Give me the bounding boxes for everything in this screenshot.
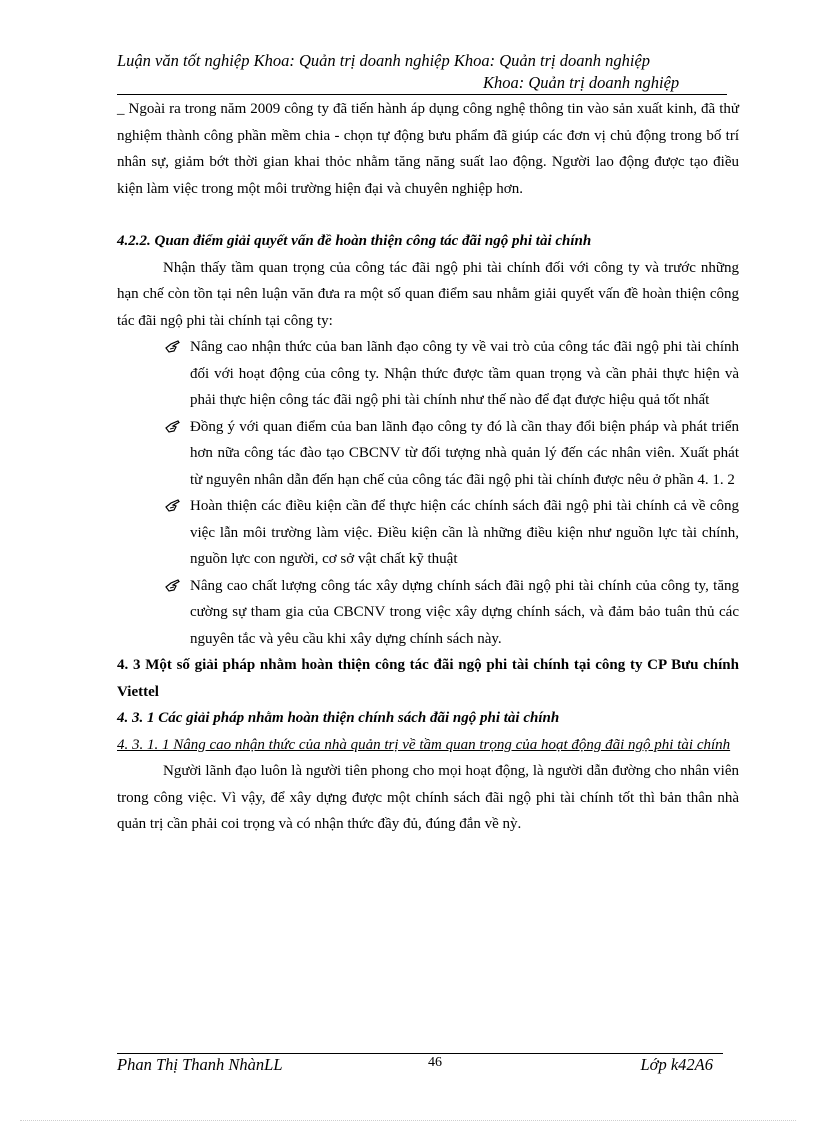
section-heading-4-2-2: 4.2.2. Quan điểm giải quyết vấn đề hoàn thiện công tác đãi ngộ phi tài chính <box>117 233 592 249</box>
writing-hand-icon <box>165 338 181 356</box>
footer-class: Lớp k42A6 <box>640 1055 713 1074</box>
writing-hand-icon <box>165 418 181 436</box>
intro-paragraph: _ Ngoài ra trong năm 2009 công ty đã tiến hành áp dụng công nghệ thông tin vào sản xuất kinh, đã thử nghiệm thành công phần mềm chia - chọn tự động bưu phẩm đã giúp các đơn vị chủ động trong bố trí nhân sự, giảm bớt thời gian khai thỏc nhằm tăng năng suất lao động. Người lao động được tạo điều kiện làm việc trong một môi trường hiện đại và chuyên nghiệp hơn. <box>117 101 739 197</box>
section-heading-4-3-1-1: 4. 3. 1. 1 Nâng cao nhận thức của nhà quản trị về tầm quan trọng của hoạt động đãi ngộ phi tài chính <box>117 736 731 753</box>
writing-hand-icon <box>165 497 181 515</box>
list-item <box>190 493 739 573</box>
list-item-text: Nâng cao chất lượng công tác xây dựng chính sách đãi ngộ phi tài chính của công ty, tăng cường sự tham gia của CBCNV trong việc xây dựng chính sách, và đảm bảo tuân thủ các nguyên tắc và yêu cầu khi xây dựng chính sách này. <box>190 577 739 647</box>
header-line-2: Khoa: Quản trị doanh nghiệp <box>483 73 680 92</box>
page-number: 46 <box>428 1055 442 1070</box>
list-item <box>190 334 739 414</box>
section-heading-4-3: 4. 3 Một số giải pháp nhằm hoàn thiện công tác đãi ngộ phi tài chính tại công ty CP Bưu chính Viettel <box>117 657 739 700</box>
list-item-text: Nâng cao nhận thức của ban lãnh đạo công ty về vai trò của công tác đãi ngộ phi tài chính đối với hoạt động của công ty. Nhận thức được tầm quan trọng và cần phải thực hiện và phải thực hiện công tác đãi ngộ phi tài chính như thế nào để đạt được hiệu quả tốt nhất <box>190 339 739 408</box>
page-content <box>117 96 739 838</box>
header-line-1: Luận văn tốt nghiệp Khoa: Quản trị doanh nghiệp Khoa: Quản trị doanh nghiệp <box>117 51 651 70</box>
writing-hand-icon <box>165 577 181 595</box>
page-header <box>117 50 727 95</box>
section-paragraph-4-2-2: Nhận thấy tầm quan trọng của công tác đãi ngộ phi tài chính đối với công ty và trước những hạn chế còn tồn tại nên luận văn đưa ra một số quan điểm sau nhằm giải quyết vấn đề hoàn thiện công tác đãi ngộ phi tài chính tại công ty: <box>117 259 739 329</box>
list-item <box>190 414 739 494</box>
page-bottom-border <box>20 1120 796 1121</box>
list-item-text: Hoàn thiện các điều kiện cần để thực hiện các chính sách đãi ngộ phi tài chính cả về công việc lẫn môi trường làm việc. Điều kiện cần là những điều kiện như nguồn lực tài chính, nguồn lực con người, cơ sở vật chất kỹ thuật <box>190 498 739 567</box>
list-item-text: Đồng ý với quan điểm của ban lãnh đạo công ty đó là cần thay đổi biện pháp và phát triển hơn nữa công tác đào tạo CBCNV từ đối tượng nhà quản lý đến các nhân viên. Xuất phát từ nguyên nhân dẫn đến hạn chế của công tác đãi ngộ phi tài chính được nêu ở phần 4. 1. 2 <box>190 418 739 488</box>
list-item <box>190 573 739 653</box>
page-footer <box>117 1055 723 1079</box>
section-heading-4-3-1: 4. 3. 1 Các giải pháp nhằm hoàn thiện chính sách đãi ngộ phi tài chính <box>117 710 560 726</box>
footer-author: Phan Thị Thanh NhànLL <box>117 1055 283 1074</box>
footer-rule <box>117 1053 723 1054</box>
section-paragraph-4-3-1-1: Người lãnh đạo luôn là người tiên phong cho mọi hoạt động, là người dẫn đường cho nhân viên trong công việc. Vì vậy, để xây dựng được một chính sách đãi ngộ phi tài chính tốt thì bản thân nhà quản trị cần phải coi trọng và có nhận thức đầy đủ, đúng đắn về nỳ. <box>117 763 739 832</box>
viewpoint-list <box>117 334 739 652</box>
